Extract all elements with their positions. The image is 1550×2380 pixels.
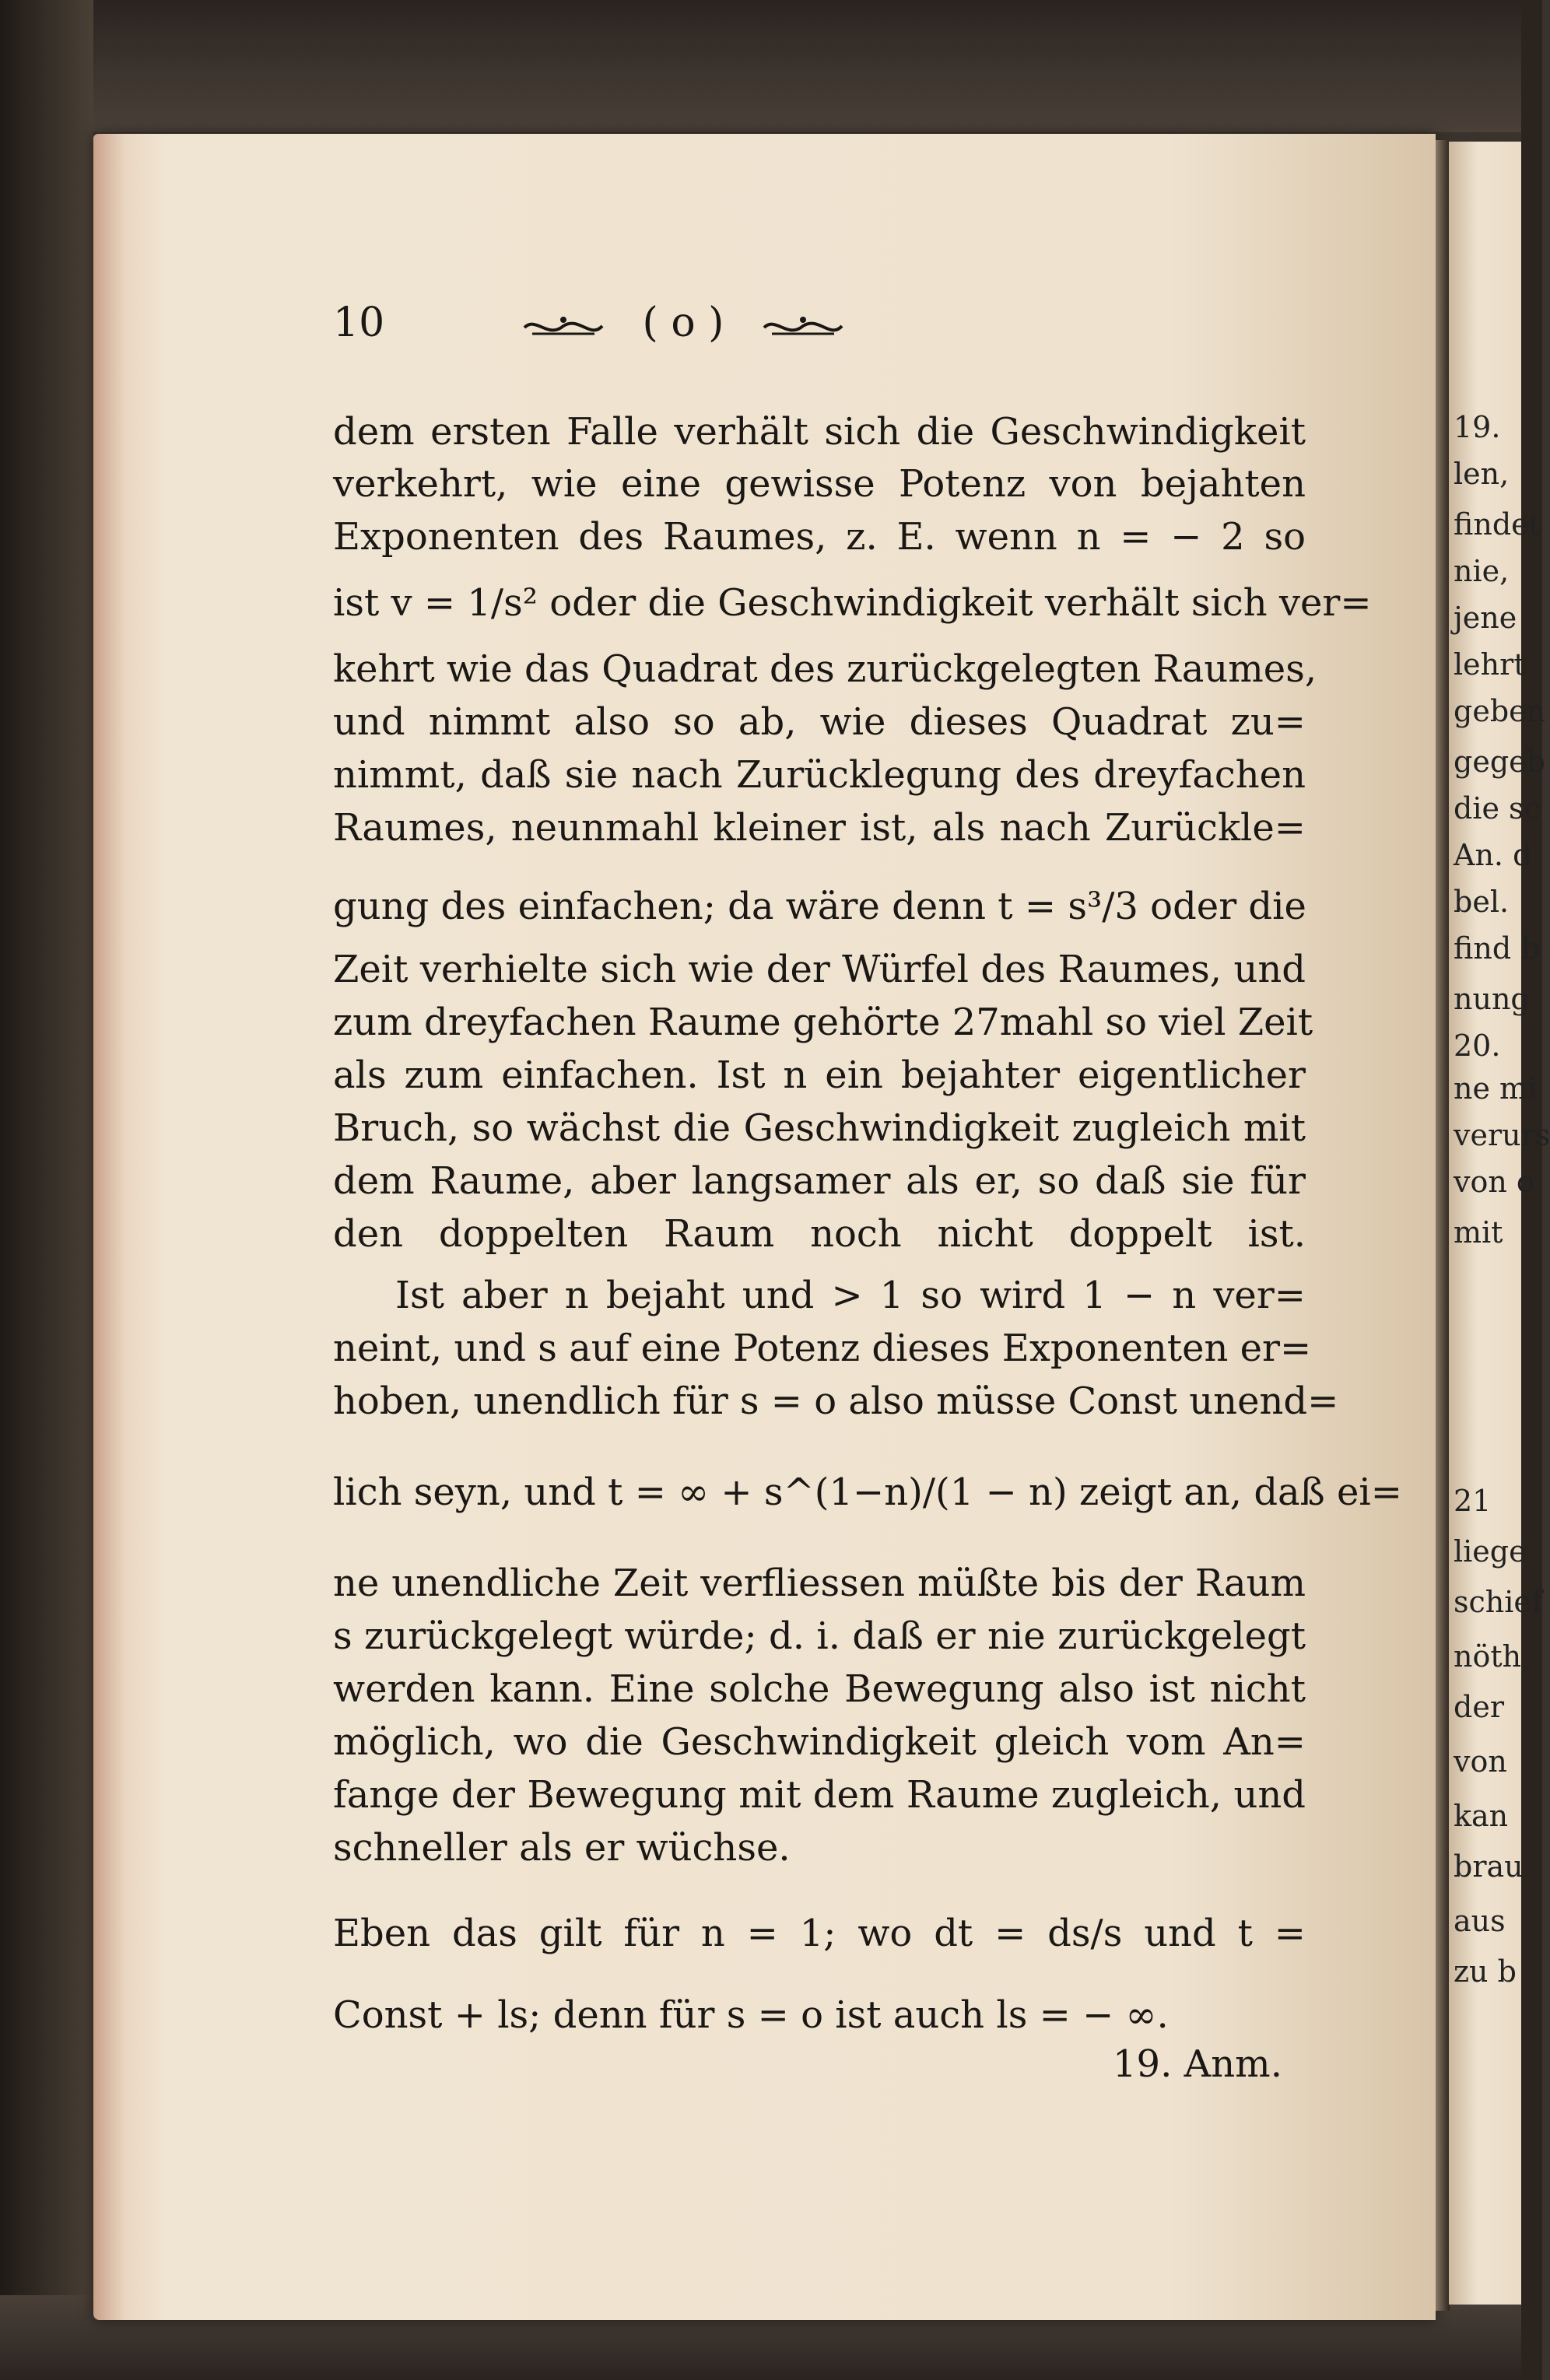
running-head xyxy=(333,300,1033,346)
text-line: nimmt, daß sie nach Zurücklegung des dreyfachen xyxy=(333,753,1306,797)
text-line: lich seyn, und t = ∞ + s^(1−n)/(1 − n) zeigt an, daß ei= xyxy=(333,1470,1402,1514)
text-line: Ist aber n bejaht und > 1 so wird 1 − n ver= xyxy=(395,1274,1306,1317)
facing-line: liege xyxy=(1454,1534,1527,1569)
book-gutter xyxy=(1436,140,1450,2311)
facing-line: nie, xyxy=(1454,554,1510,588)
ornament-left-icon xyxy=(521,312,606,340)
facing-line: 20. xyxy=(1454,1029,1501,1063)
text-line: ne unendliche Zeit verfliessen müßte bis der Raum xyxy=(333,1562,1306,1605)
text-line: werden kann. Eine solche Bewegung also ist nicht xyxy=(333,1667,1306,1711)
facing-page xyxy=(1449,142,1550,2305)
facing-line: der xyxy=(1454,1690,1504,1724)
facing-line: bel. xyxy=(1454,885,1510,919)
facing-line: von o xyxy=(1454,1165,1534,1199)
facing-line: schief xyxy=(1454,1585,1542,1619)
facing-line: geben xyxy=(1454,694,1546,728)
facing-line: 19. xyxy=(1454,410,1501,444)
facing-line: jene xyxy=(1454,601,1517,635)
facing-line: 21 xyxy=(1454,1484,1492,1518)
text-line: und nimmt also so ab, wie dieses Quadrat zu= xyxy=(333,700,1306,744)
facing-line: findet xyxy=(1454,507,1541,542)
text-line: Zeit verhielte sich wie der Würfel des Raumes, und xyxy=(333,948,1306,991)
page-number: 10 xyxy=(333,300,385,346)
facing-line: die sc xyxy=(1454,791,1541,825)
text-line: ist v = 1/s² oder die Geschwindigkeit verhält sich ver= xyxy=(333,581,1372,625)
facing-line: lehrt xyxy=(1454,647,1526,682)
facing-line: kan xyxy=(1454,1799,1509,1833)
facing-line: verurs xyxy=(1454,1118,1550,1152)
text-line: neint, und s auf eine Potenz dieses Exponenten er= xyxy=(333,1327,1312,1370)
text-line: gung des einfachen; da wäre denn t = s³/3 oder die xyxy=(333,885,1306,928)
text-line: verkehrt, wie eine gewisse Potenz von bejahten xyxy=(333,462,1306,506)
facing-line: nung xyxy=(1454,982,1530,1016)
text-line: Const + ls; denn für s = o ist auch ls = − ∞. xyxy=(333,1993,1169,2037)
facing-line: find b xyxy=(1454,931,1540,966)
catchword: 19. Anm. xyxy=(1113,2042,1282,2086)
facing-line: aus xyxy=(1454,1904,1506,1938)
ornament-right-icon xyxy=(760,312,846,340)
text-line: fange der Bewegung mit dem Raume zugleich, und xyxy=(333,1773,1306,1817)
text-line: den doppelten Raum noch nicht doppelt ist. xyxy=(333,1212,1306,1256)
text-line: zum dreyfachen Raume gehörte 27mahl so viel Zeit xyxy=(333,1001,1313,1044)
facing-line: zu b xyxy=(1454,1954,1517,1989)
text-line: möglich, wo die Geschwindigkeit gleich vom An= xyxy=(333,1720,1306,1764)
text-line: hoben, unendlich für s = o also müsse Const unend= xyxy=(333,1379,1339,1423)
facing-line: nöth xyxy=(1454,1639,1522,1674)
text-line: Raumes, neunmahl kleiner ist, als nach Zurückle= xyxy=(333,806,1306,850)
text-line: schneller als er wüchse. xyxy=(333,1826,791,1870)
text-line: dem Raume, aber langsamer als er, so daß sie für xyxy=(333,1159,1306,1203)
facing-line: mit xyxy=(1454,1215,1503,1250)
facing-line: brau xyxy=(1454,1849,1524,1884)
facing-line: len, xyxy=(1454,457,1510,491)
text-line: Eben das gilt für n = 1; wo dt = ds/s und t = xyxy=(333,1912,1306,1955)
facing-line: von xyxy=(1454,1744,1507,1779)
background-left xyxy=(0,0,93,2380)
facing-line: An. d xyxy=(1454,838,1532,872)
background-top xyxy=(0,0,1542,132)
facing-line: ne mi xyxy=(1454,1071,1538,1106)
text-line: dem ersten Falle verhält sich die Geschwindigkeit xyxy=(333,410,1306,454)
facing-line: gegeb xyxy=(1454,745,1545,779)
text-line: als zum einfachen. Ist n ein bejahter eigentlicher xyxy=(333,1053,1306,1097)
text-line: kehrt wie das Quadrat des zurückgelegten Raumes, xyxy=(333,647,1317,691)
text-line: Bruch, so wächst die Geschwindigkeit zugleich mit xyxy=(333,1106,1306,1150)
running-title: ( o ) xyxy=(642,300,724,346)
text-line: s zurückgelegt würde; d. i. daß er nie zurückgelegt xyxy=(333,1614,1306,1658)
text-line: Exponenten des Raumes, z. E. wenn n = − 2 so xyxy=(333,515,1306,559)
